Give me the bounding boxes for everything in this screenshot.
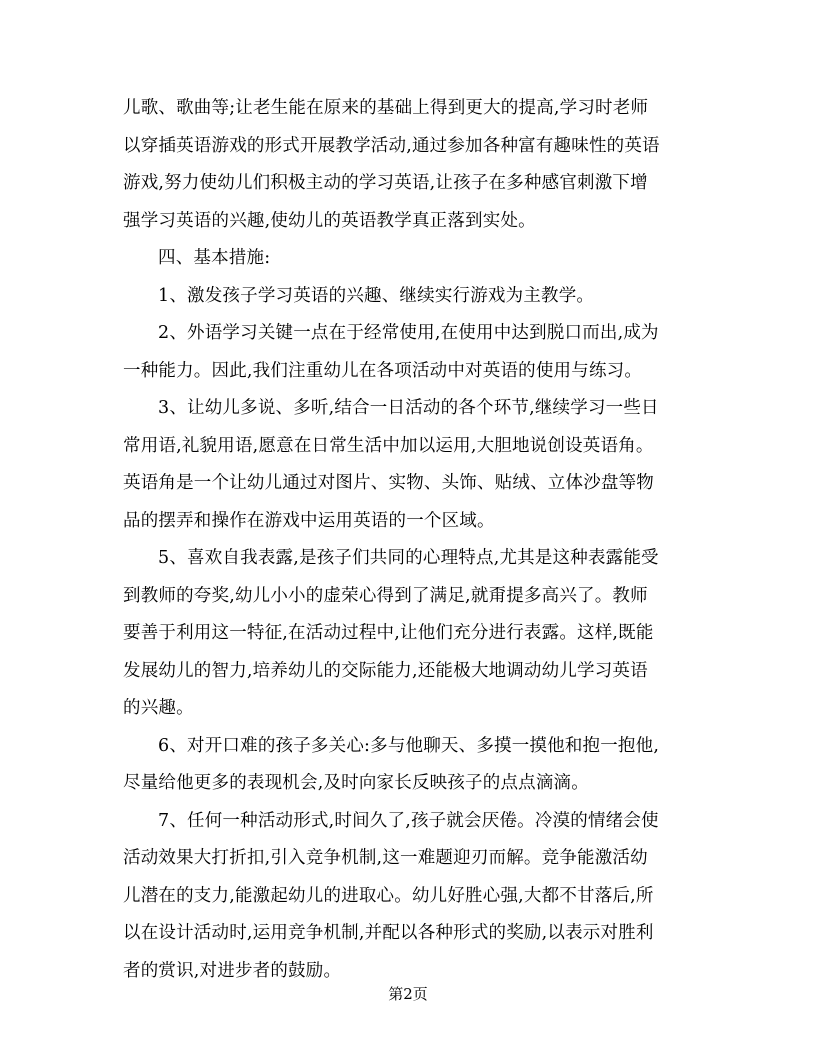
- paragraph-start: 6、对开口难的孩子多关心:多与他聊天、多摸一摸他和抱一抱他,: [158, 735, 660, 756]
- text-line: 到教师的夸奖,幼儿小小的虚荣心得到了满足,就甭提多高兴了。教师: [123, 585, 648, 606]
- text-line: 要善于利用这一特征,在活动过程中,让他们充分进行表露。这样,既能: [123, 623, 654, 643]
- text-line: 以穿插英语游戏的形式开展教学活动,通过参加各种富有趣味性的英语: [123, 135, 660, 156]
- text-line: 者的赏识,对进步者的鼓励。: [123, 960, 342, 981]
- paragraph-start: 7、任何一种活动形式,时间久了,孩子就会厌倦。冷漠的情绪会使: [158, 810, 659, 831]
- text-line: 儿潜在的支力,能激起幼儿的进取心。幼儿好胜心强,大都不甘落后,所: [123, 885, 654, 906]
- text-line: 活动效果大打折扣,引入竞争机制,这一难题迎刃而解。竞争能激活幼: [123, 848, 648, 868]
- text-line: 强学习英语的兴趣,使幼儿的英语教学真正落到实处。: [123, 210, 536, 231]
- page-number: 第2页: [388, 985, 428, 1003]
- text-line: 发展幼儿的智力,培养幼儿的交际能力,还能极大地调动幼儿学习英语: [123, 660, 648, 681]
- text-line: 儿歌、歌曲等;让老生能在原来的基础上得到更大的提高,学习时老师: [123, 98, 649, 118]
- text-line: 尽量给他更多的表现机会,及时向家长反映孩子的点点滴滴。: [123, 773, 589, 793]
- text-line: 英语角是一个让幼儿通过对图片、实物、头饰、贴绒、立体沙盘等物: [123, 473, 654, 493]
- paragraph-start: 1、激发孩子学习英语的兴趣、继续实行游戏为主教学。: [158, 285, 595, 306]
- section-heading: 四、基本措施:: [158, 248, 271, 268]
- text-line: 的兴趣。: [123, 698, 194, 718]
- text-line: 品的摆弄和操作在游戏中运用英语的一个区域。: [123, 510, 495, 531]
- text-line: 一种能力。因此,我们注重幼儿在各项活动中对英语的使用与练习。: [123, 360, 643, 381]
- paragraph-start: 5、喜欢自我表露,是孩子们共同的心理特点,尤其是这种表露能受: [158, 548, 659, 568]
- text-line: 常用语,礼貌用语,愿意在日常生活中加以运用,大胆地说创设英语角。: [123, 435, 654, 456]
- paragraph-start: 2、外语学习关键一点在于经常使用,在使用中达到脱口而出,成为: [158, 323, 659, 343]
- paragraph-start: 3、让幼儿多说、多听,结合一日活动的各个环节,继续学习一些日: [158, 398, 659, 418]
- text-line: 以在设计活动时,运用竞争机制,并配以各种形式的奖励,以表示对胜利: [123, 923, 654, 943]
- document-body: [123, 90, 693, 990]
- text-line: 游戏,努力使幼儿们积极主动的学习英语,让孩子在多种感官刺激下增: [123, 173, 648, 193]
